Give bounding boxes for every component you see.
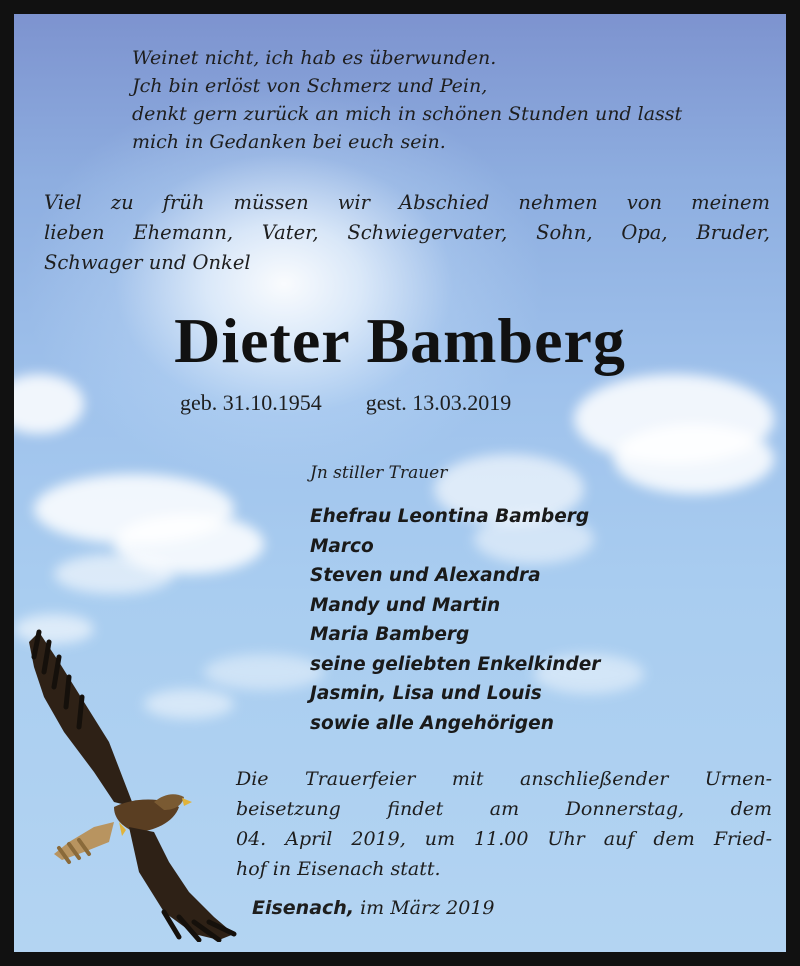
- poem-line: mich in Gedanken bei euch sein.: [132, 131, 446, 153]
- funeral-line: Die Trauerfeier mit anschließender Urnen-: [236, 768, 772, 790]
- funeral-line: beisetzung findet am Donnerstag, dem: [236, 798, 772, 820]
- poem-line: Jch bin erlöst von Schmerz und Pein,: [132, 75, 488, 97]
- poem-line: denkt gern zurück an mich in schönen Stunden und lasst: [132, 103, 683, 125]
- closing-date: im März 2019: [360, 897, 495, 919]
- mourner-name: sowie alle Angehörigen: [310, 712, 554, 734]
- poem-line: Weinet nicht, ich hab es überwunden.: [132, 47, 497, 69]
- cloud: [54, 554, 174, 594]
- mourner-name: Ehefrau Leontina Bamberg: [310, 506, 590, 527]
- funeral-line: hof in Eisenach statt.: [236, 858, 441, 880]
- cloud: [614, 424, 774, 494]
- closing-city: Eisenach,: [252, 897, 355, 919]
- intro-line: Viel zu früh müssen wir Abschied nehmen von meinem: [44, 191, 770, 214]
- intro-line: lieben Ehemann, Vater, Schwiegervater, Sohn, Opa, Bruder,: [44, 221, 770, 244]
- memorial-poem: [132, 44, 772, 156]
- death-date: gest. 13.03.2019: [365, 390, 512, 415]
- eagle-icon: [14, 622, 254, 942]
- mourner-name: Steven und Alexandra: [310, 565, 541, 586]
- funeral-notice: [236, 764, 772, 884]
- sky-background: [14, 14, 786, 952]
- mourner-name: seine geliebten Enkelkinder: [310, 653, 601, 675]
- place-and-date: [252, 897, 495, 919]
- intro-line: Schwager und Onkel: [44, 251, 251, 274]
- funeral-line: 04. April 2019, um 11.00 Uhr auf dem Fried-: [236, 828, 772, 850]
- mourner-name: Mandy und Martin: [310, 594, 501, 616]
- life-dates: [180, 390, 511, 416]
- cloud: [14, 374, 84, 434]
- mourning-heading: Jn stiller Trauer: [310, 463, 448, 483]
- deceased-name: Dieter Bamberg: [174, 305, 626, 376]
- intro-text: [44, 188, 770, 278]
- mourner-name: Maria Bamberg: [310, 624, 470, 645]
- mourner-name: Jasmin, Lisa und Louis: [310, 683, 542, 704]
- mourner-name: Marco: [310, 535, 374, 557]
- birth-date: geb. 31.10.1954: [180, 390, 322, 415]
- mourners-list: [310, 502, 600, 738]
